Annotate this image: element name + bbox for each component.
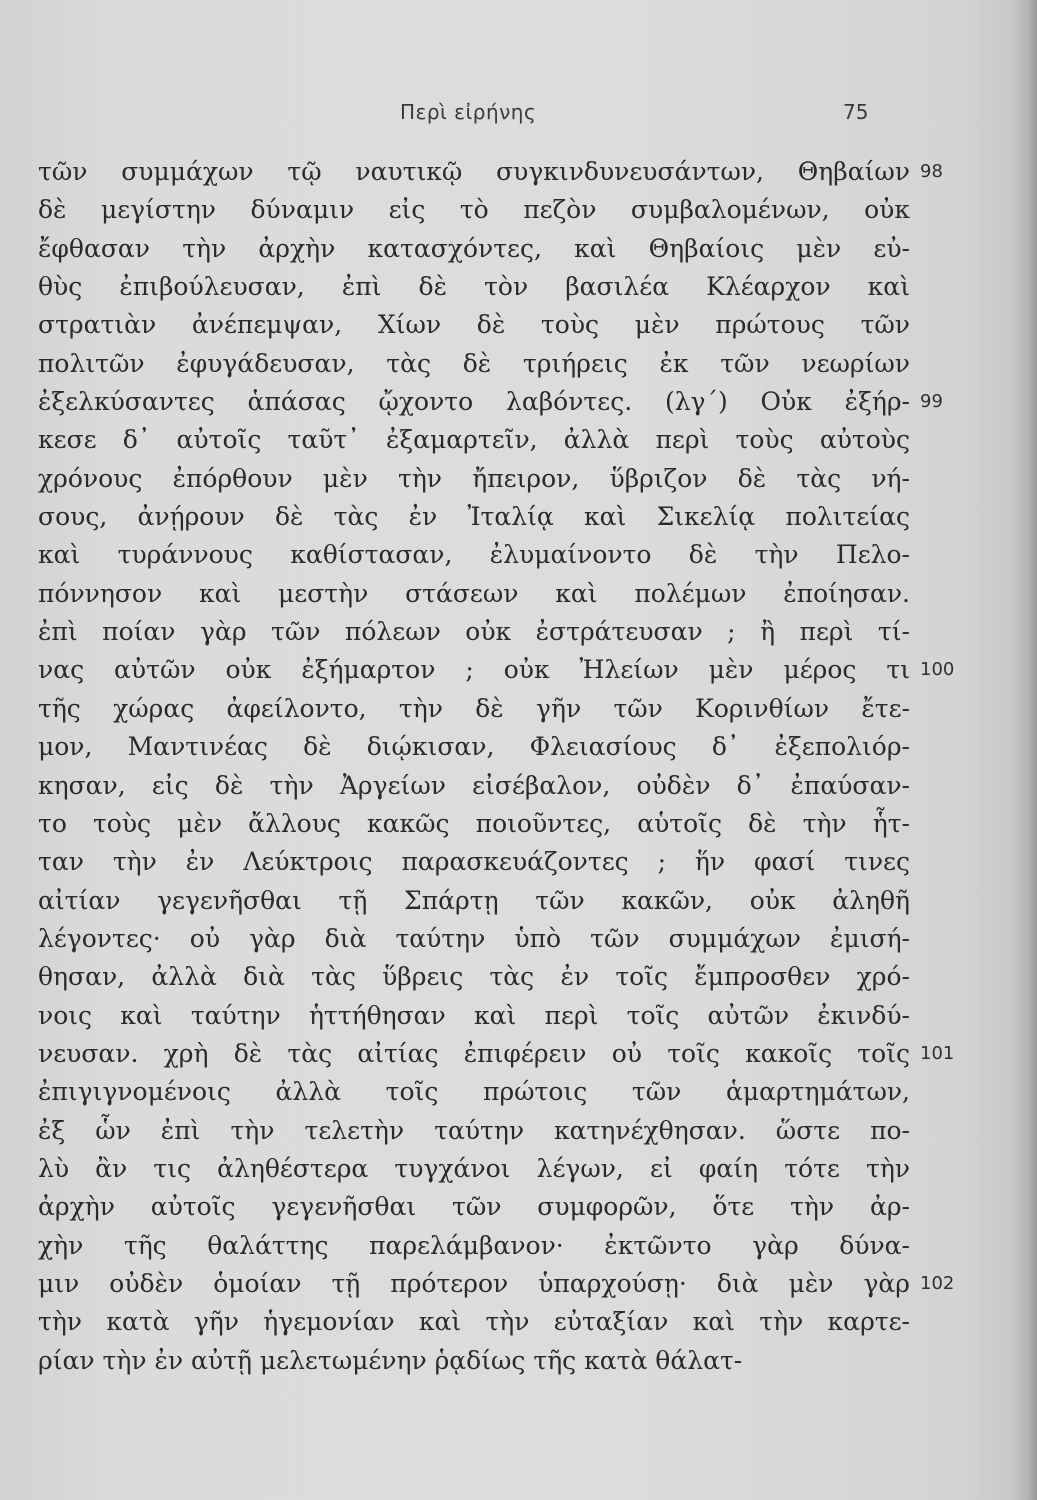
text-line: [38, 1265, 955, 1303]
line-text: ἐξελκύσαντες ἁπάσας ᾤχοντο λαβόντες. (λγ´) Οὐκ ἐξήρ-: [38, 387, 910, 417]
text-line: [38, 575, 910, 613]
line-text: ἐπὶ ποίαν γὰρ τῶν πόλεων οὐκ ἐστράτευσαν ; ἢ περὶ τί-: [38, 617, 910, 647]
text-line: [38, 805, 910, 843]
line-text: το τοὺς μὲν ἄλλους κακῶς ποιοῦντες, αὑτοῖς δὲ τὴν ἧτ-: [38, 808, 910, 838]
line-text: στρατιὰν ἀνέπεμψαν, Χίων δὲ τοὺς μὲν πρώτους τῶν: [38, 310, 910, 340]
text-line: [38, 536, 910, 574]
text-line: [38, 767, 910, 805]
text-line: [38, 345, 910, 383]
text-line: [38, 306, 910, 344]
line-text: ἔφθασαν τὴν ἀρχὴν κατασχόντες, καὶ Θηβαίοις μὲν εὐ-: [38, 233, 910, 263]
text-line: [38, 690, 910, 728]
line-text: σους, ἀνῄρουν δὲ τὰς ἐν Ἰταλίᾳ καὶ Σικελίᾳ πολιτείας: [38, 502, 910, 532]
text-line: [38, 460, 910, 498]
line-text: λὺ ἂν τις ἀληθέστερα τυγχάνοι λέγων, εἰ φαίη τότε τὴν: [38, 1153, 910, 1183]
text-line: [38, 1342, 910, 1380]
text-line: [38, 1112, 910, 1150]
line-text: χρόνους ἐπόρθουν μὲν τὴν ἤπειρον, ὕβριζον δὲ τὰς νή-: [38, 463, 910, 493]
text-line: [38, 191, 910, 229]
text-line: [38, 882, 910, 920]
margin-section-number: 102: [920, 1272, 955, 1294]
text-line: [38, 153, 943, 191]
body-text: [38, 153, 955, 1380]
text-line: [38, 268, 910, 306]
line-text: μον, Μαντινέας δὲ διῴκισαν, Φλειασίους δ᾽ ἐξεπολιόρ-: [38, 732, 910, 762]
line-text: θησαν, ἀλλὰ διὰ τὰς ὕβρεις τὰς ἐν τοῖς ἔμπροσθεν χρό-: [38, 962, 910, 992]
line-text: ἀρχὴν αὐτοῖς γεγενῆσθαι τῶν συμφορῶν, ὅτε τὴν ἀρ-: [38, 1192, 910, 1222]
line-text: νοις καὶ ταύτην ἡττήθησαν καὶ περὶ τοῖς αὐτῶν ἐκινδύ-: [38, 1000, 910, 1030]
line-text: καὶ τυράννους καθίστασαν, ἐλυμαίνοντο δὲ τὴν Πελο-: [38, 540, 910, 570]
line-text: πόννησον καὶ μεστὴν στάσεων καὶ πολέμων ἐποίησαν.: [38, 578, 910, 608]
margin-section-number: 98: [920, 161, 943, 182]
running-head: [0, 100, 1037, 130]
line-text: λέγοντες· οὐ γὰρ διὰ ταύτην ὑπὸ τῶν συμμάχων ἐμισή-: [38, 923, 910, 953]
line-text: ἐπιγιγνομένοις ἀλλὰ τοῖς πρώτοις τῶν ἁμαρτημάτων,: [38, 1077, 910, 1107]
text-line: [38, 1227, 910, 1265]
line-text: ρίαν τὴν ἐν αὐτῇ μελετωμένην ῥᾳδίως τῆς κατὰ θάλατ-: [38, 1345, 743, 1375]
text-line: [38, 613, 910, 651]
line-text: κησαν, εἰς δὲ τὴν Ἀργείων εἰσέβαλον, οὐδὲν δ᾽ ἐπαύσαν-: [38, 770, 910, 800]
line-text: αἰτίαν γεγενῆσθαι τῇ Σπάρτῃ τῶν κακῶν, οὐκ ἀληθῆ: [38, 885, 910, 915]
line-text: ἐξ ὧν ἐπὶ τὴν τελετὴν ταύτην κατηνέχθησαν. ὥστε πο-: [38, 1115, 910, 1145]
line-text: θὺς ἐπιβούλευσαν, ἐπὶ δὲ τὸν βασιλέα Κλέαρχον καὶ: [38, 272, 910, 302]
text-line: [38, 843, 910, 881]
margin-section-number: 99: [920, 391, 943, 413]
line-text: τὴν κατὰ γῆν ἡγεμονίαν καὶ τὴν εὐταξίαν καὶ τὴν καρτε-: [38, 1307, 910, 1337]
page-number: 75: [843, 100, 869, 124]
line-text: μιν οὐδὲν ὁμοίαν τῇ πρότερον ὑπαρχούσῃ· διὰ μὲν γὰρ: [38, 1268, 910, 1298]
text-line: [38, 651, 955, 689]
page-edge-shadow: [1013, 0, 1037, 1500]
text-line: [38, 498, 910, 536]
running-title: Περὶ εἰρήνης: [400, 100, 537, 124]
margin-section-number: 100: [920, 659, 955, 681]
line-text: πολιτῶν ἐφυγάδευσαν, τὰς δὲ τριήρεις ἐκ τῶν νεωρίων: [38, 348, 910, 378]
line-text: τῆς χώρας ἀφείλοντο, τὴν δὲ γῆν τῶν Κορινθίων ἔτε-: [38, 693, 910, 723]
line-text: κεσε δ᾽ αὐτοῖς ταῦτ᾽ ἐξαμαρτεῖν, ἀλλὰ περὶ τοὺς αὐτοὺς: [38, 425, 910, 455]
text-line: [38, 1073, 910, 1111]
text-line: [38, 230, 910, 268]
line-text: νευσαν. χρὴ δὲ τὰς αἰτίας ἐπιφέρειν οὐ τοῖς κακοῖς τοῖς: [38, 1038, 910, 1068]
margin-section-number: 101: [920, 1042, 955, 1064]
line-text: τῶν συμμάχων τῷ ναυτικῷ συγκινδυνευσάντων, Θηβαίων: [38, 157, 910, 186]
text-line: [38, 958, 910, 996]
text-line: [38, 1150, 910, 1188]
text-line: [38, 920, 910, 958]
text-line: [38, 383, 943, 421]
text-line: [38, 421, 910, 459]
text-line: [38, 1035, 955, 1073]
text-line: [38, 1188, 910, 1226]
line-text: χὴν τῆς θαλάττης παρελάμβανον· ἐκτῶντο γὰρ δύνα-: [38, 1230, 910, 1260]
text-line: [38, 728, 910, 766]
text-line: [38, 997, 910, 1035]
line-text: νας αὐτῶν οὐκ ἐξήμαρτον ; οὐκ Ἠλείων μὲν μέρος τι: [38, 655, 910, 685]
text-line: [38, 1303, 910, 1341]
line-text: ταν τὴν ἐν Λεύκτροις παρασκευάζοντες ; ἥν φασί τινες: [38, 847, 910, 877]
line-text: δὲ μεγίστην δύναμιν εἰς τὸ πεζὸν συμβαλομένων, οὐκ: [38, 195, 910, 225]
